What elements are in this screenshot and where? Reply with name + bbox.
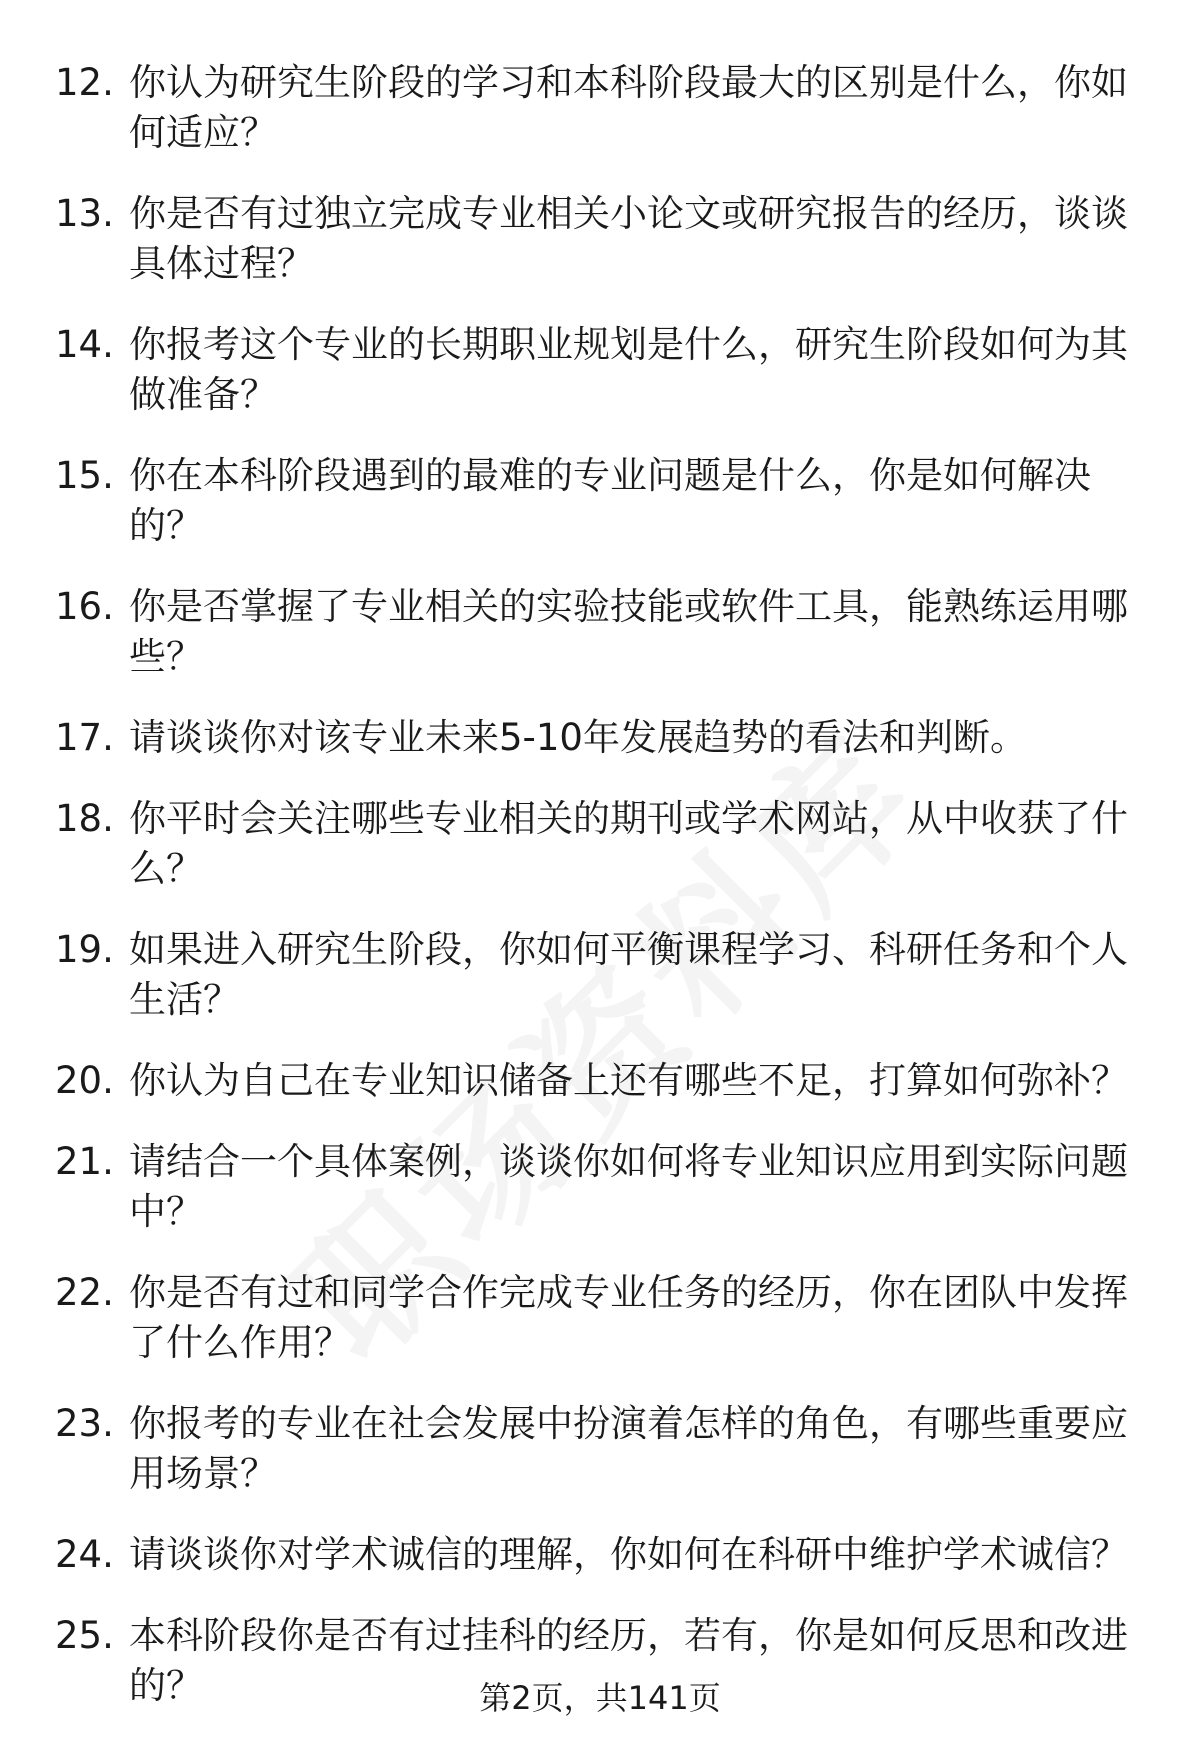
item-number: 22. [55, 1271, 114, 1314]
list-item [55, 189, 1145, 289]
item-text: 你认为研究生阶段的学习和本科阶段最大的区别是什么，你如何适应？ [129, 61, 1128, 154]
item-text: 你是否有过独立完成专业相关小论文或研究报告的经历，谈谈具体过程？ [129, 192, 1128, 285]
item-text: 你认为自己在专业知识储备上还有哪些不足，打算如何弥补？ [129, 1059, 1128, 1102]
item-text: 你报考的专业在社会发展中扮演着怎样的角色，有哪些重要应用场景？ [129, 1402, 1128, 1495]
item-number: 16. [55, 585, 114, 628]
item-number: 24. [55, 1533, 114, 1576]
item-text: 你是否有过和同学合作完成专业任务的经历，你在团队中发挥了什么作用？ [129, 1271, 1128, 1364]
item-text: 请谈谈你对该专业未来5-10年发展趋势的看法和判断。 [129, 716, 1027, 759]
list-item [55, 1056, 1145, 1106]
question-list [55, 58, 1145, 1742]
list-item [55, 1399, 1145, 1499]
item-text: 你在本科阶段遇到的最难的专业问题是什么，你是如何解决的？ [129, 454, 1091, 547]
item-text: 请谈谈你对学术诚信的理解，你如何在科研中维护学术诚信？ [129, 1533, 1128, 1576]
list-item [55, 794, 1145, 894]
item-number: 14. [55, 323, 114, 366]
list-item [55, 713, 1145, 763]
list-item [55, 582, 1145, 682]
list-item [55, 320, 1145, 420]
item-text: 请结合一个具体案例，谈谈你如何将专业知识应用到实际问题中？ [129, 1140, 1128, 1233]
list-item [55, 1530, 1145, 1580]
item-number: 20. [55, 1059, 114, 1102]
item-text: 如果进入研究生阶段，你如何平衡课程学习、科研任务和个人生活？ [129, 928, 1128, 1021]
item-text: 你是否掌握了专业相关的实验技能或软件工具，能熟练运用哪些？ [129, 585, 1128, 678]
item-number: 25. [55, 1614, 114, 1657]
list-item [55, 58, 1145, 158]
item-number: 21. [55, 1140, 114, 1183]
item-number: 15. [55, 454, 114, 497]
item-text: 你报考这个专业的长期职业规划是什么，研究生阶段如何为其做准备？ [129, 323, 1128, 416]
list-item [55, 451, 1145, 551]
item-number: 12. [55, 61, 114, 104]
list-item [55, 1268, 1145, 1368]
item-number: 23. [55, 1402, 114, 1445]
list-item [55, 925, 1145, 1025]
item-number: 17. [55, 716, 114, 759]
item-text: 本科阶段你是否有过挂科的经历，若有，你是如何反思和改进的？ [129, 1614, 1128, 1707]
item-number: 13. [55, 192, 114, 235]
item-text: 你平时会关注哪些专业相关的期刊或学术网站，从中收获了什么？ [129, 797, 1128, 890]
list-item [55, 1137, 1145, 1237]
page-number: 第2页，共141页 [479, 1679, 721, 1717]
item-number: 19. [55, 928, 114, 971]
item-number: 18. [55, 797, 114, 840]
